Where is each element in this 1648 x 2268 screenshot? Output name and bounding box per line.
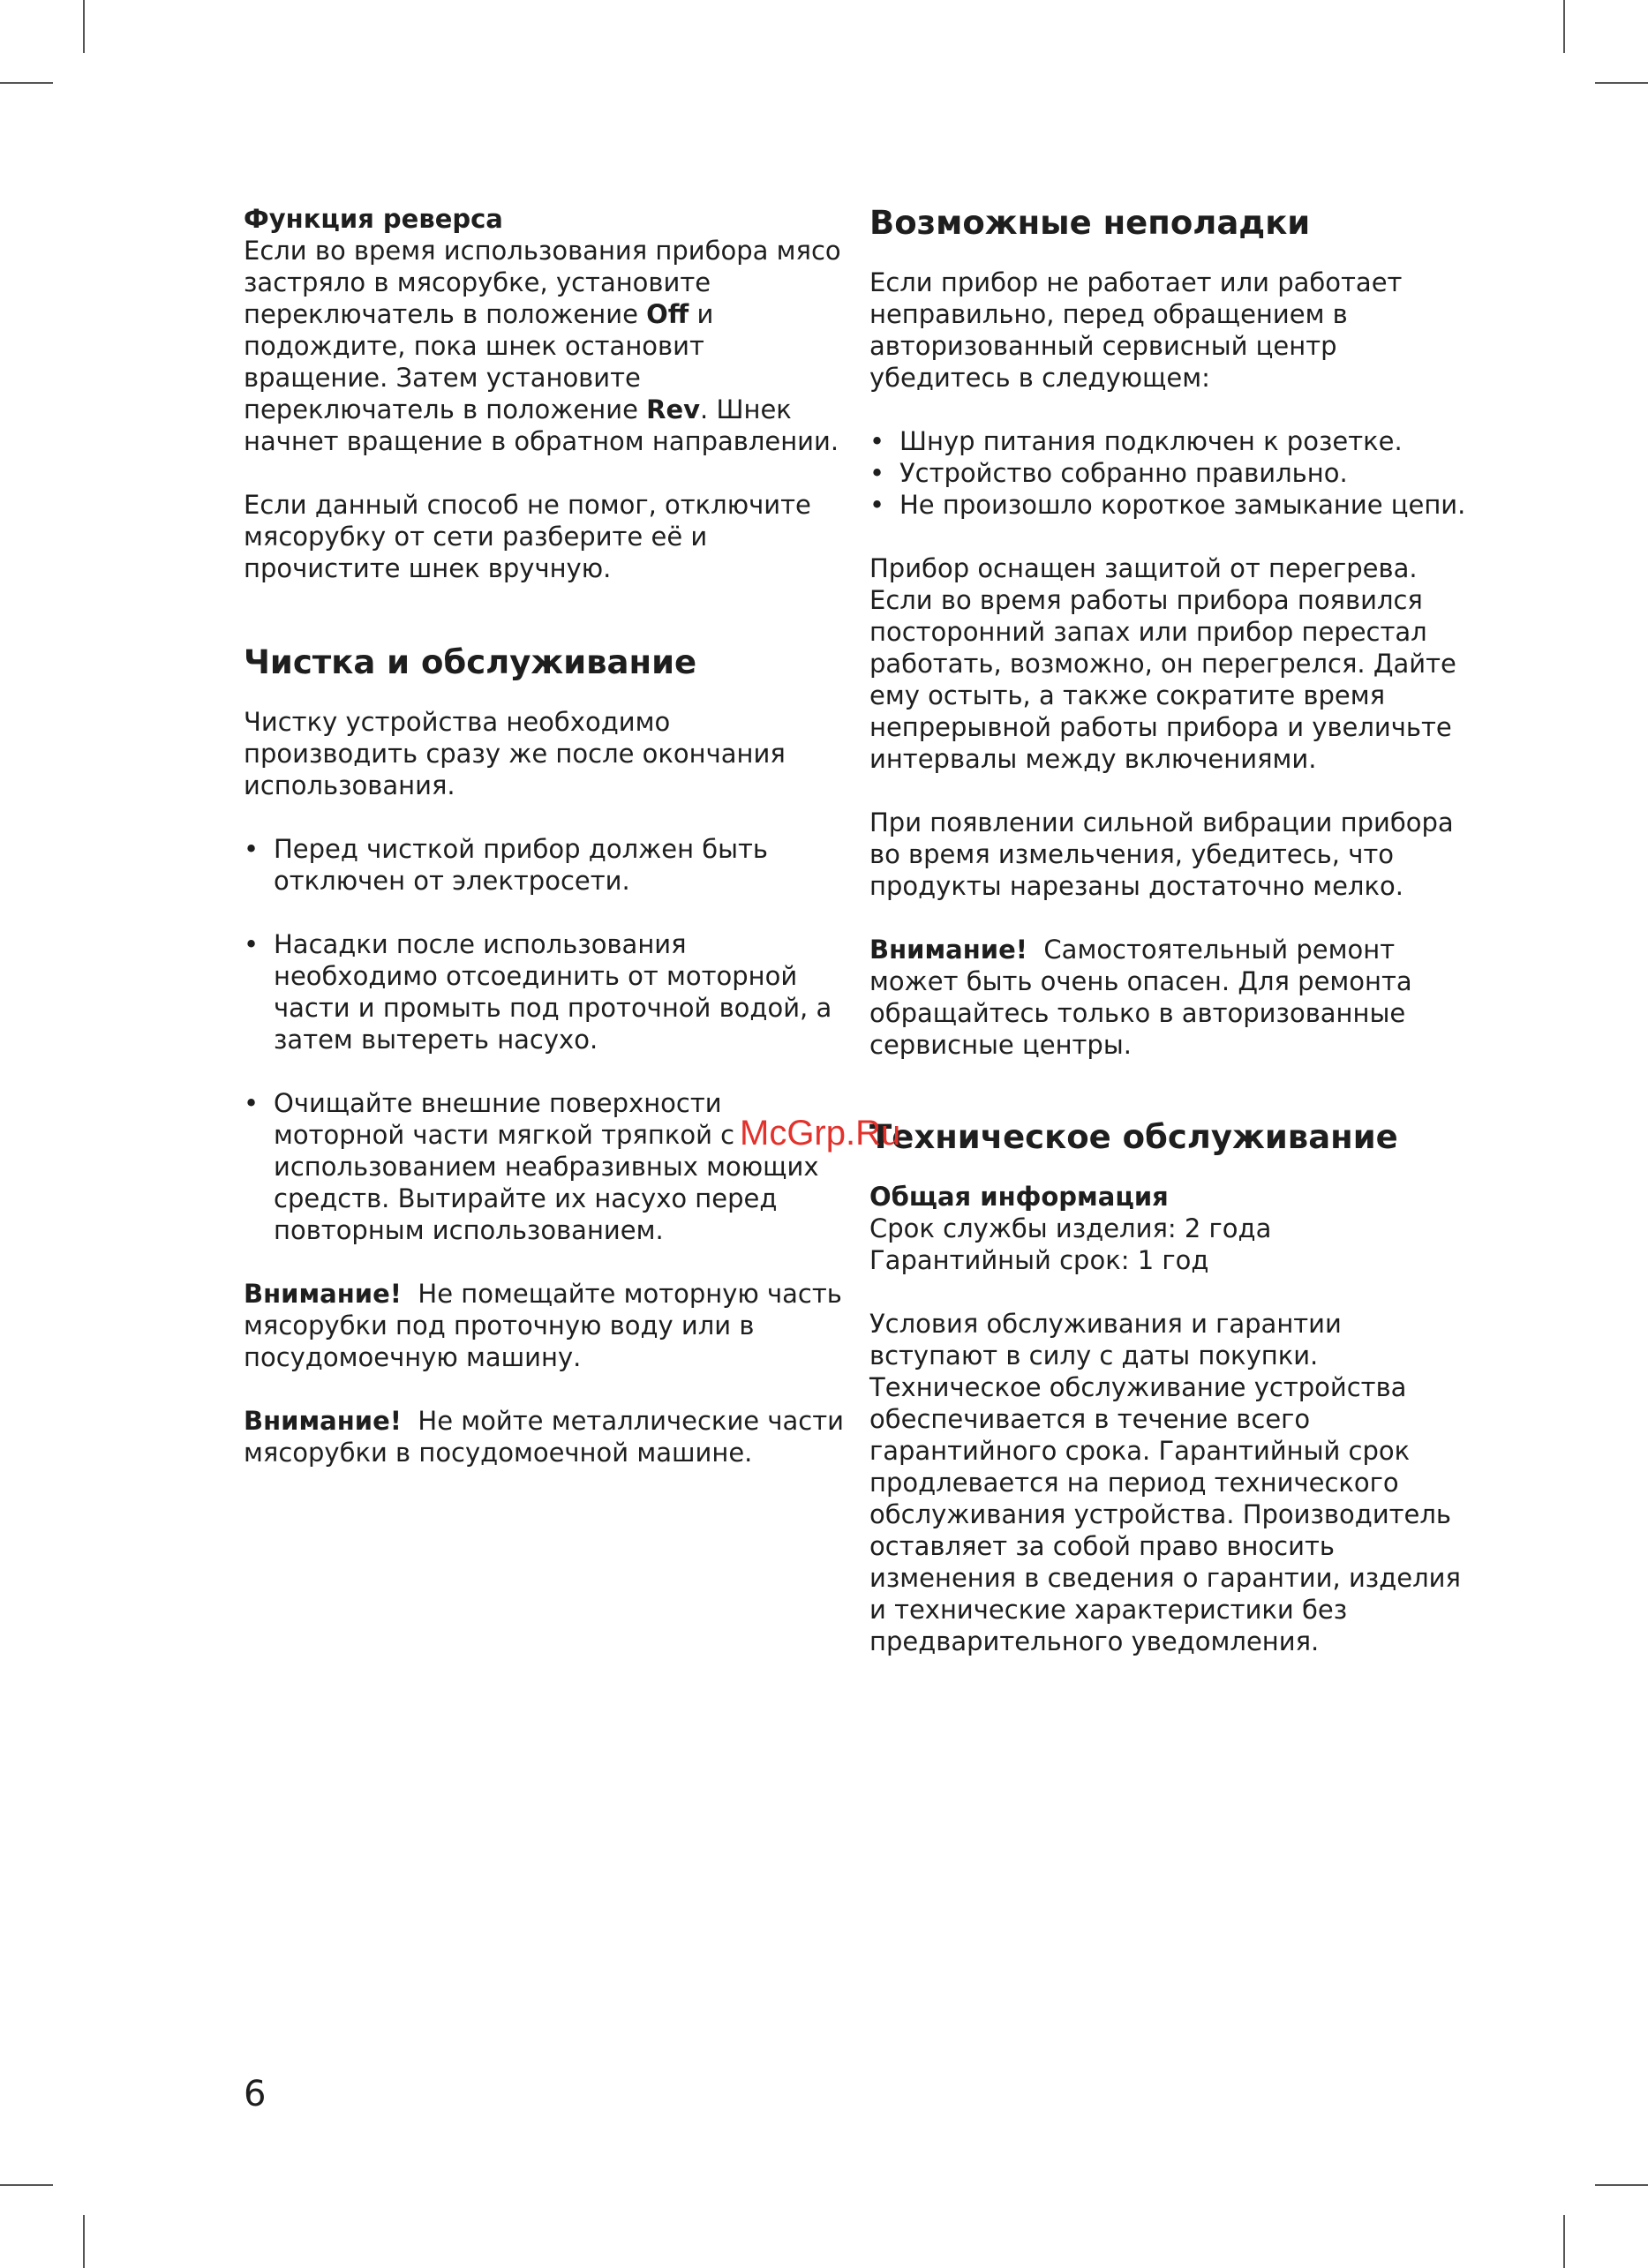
left-column [244, 203, 844, 1468]
list-item: • Устройство собранно правильно. [869, 457, 1470, 489]
troubleshooting-list [869, 425, 1470, 521]
warning-label: Внимание! [244, 1279, 402, 1309]
reverse-function-paragraph-2: Если данный способ не помог, отключите мясорубку от сети разберите её и прочистите шнек вручную. [244, 490, 811, 583]
crop-mark-top-left-horizontal [0, 82, 53, 84]
list-item: • Перед чисткой прибор должен быть отключен от электросети. [244, 833, 844, 897]
list-item: • Очищайте внешние поверхности моторной части мягкой тряпкой с использованием неабразивных моющих средств. Вытирайте их насухо перед повторным использованием. [244, 1087, 844, 1246]
repair-warning-paragraph: Внимание! Самостоятельный ремонт может быть очень опасен. Для ремонта обращайтесь только в авторизованные сервисные центры. [869, 935, 1412, 1060]
vibration-paragraph: При появлении сильной вибрации прибора во время измельчения, убедитесь, что продукты нарезаны достаточно мелко. [869, 807, 1454, 901]
cleaning-heading: Чистка и обслуживание [244, 643, 697, 681]
reverse-function-paragraph: Если во время использования прибора мясо застряло в мясорубке, установите переключатель в положение Off и подождите, пока шнек остановит вращение. Затем установите переключатель в положение Rev. Шнек начнет вращение в обратном направлении. [244, 236, 841, 456]
general-info-title: Общая информация [869, 1182, 1169, 1212]
warning-label: Внимание! [244, 1406, 402, 1436]
crop-mark-bottom-right-horizontal [1595, 2184, 1648, 2186]
watermark-text: McGrp.Ru [740, 1114, 901, 1153]
list-item: • Не произошло короткое замыкание цепи. [869, 489, 1470, 521]
list-item: • Насадки после использования необходимо отсоединить от моторной части и промыть под проточной водой, а затем вытереть насухо. [244, 928, 844, 1055]
crop-mark-bottom-right-vertical [1563, 2215, 1565, 2268]
list-item: • Шнур питания подключен к розетке. [869, 425, 1470, 457]
off-position-label: Off [646, 299, 689, 329]
warning-paragraph-1: Внимание! Не помещайте моторную часть мясорубки под проточную воду или в посудомоечную машину. [244, 1279, 842, 1372]
overheat-paragraph: Прибор оснащен защитой от перегрева. Если во время работы прибора появился посторонний запах или прибор перестал работать, возможно, он перегрелся. Дайте ему остыть, а также сократите время непрерывной работы прибора и увеличьте интервалы между включениями. [869, 553, 1456, 774]
crop-mark-bottom-left-vertical [83, 2215, 85, 2268]
warning-paragraph-2: Внимание! Не мойте металлические части мясорубки в посудомоечной машине. [244, 1406, 844, 1468]
service-life-line: Срок службы изделия: 2 года [869, 1213, 1272, 1243]
warranty-conditions-paragraph: Условия обслуживания и гарантии вступают в силу с даты покупки. Техническое обслуживание устройства обеспечивается в течение всего гарантийного срока. Гарантийный срок продлевается на период технического обслуживания устройства. Производитель оставляет за собой право вносить изменения в сведения о гарантии, изделия и технические характеристики без предварительного уведомления. [869, 1309, 1461, 1656]
cleaning-list [244, 833, 844, 1246]
crop-mark-bottom-left-horizontal [0, 2184, 53, 2186]
maintenance-heading: Техническое обслуживание [869, 1118, 1398, 1156]
right-column [869, 203, 1470, 1657]
crop-mark-top-right-vertical [1563, 0, 1565, 53]
warranty-period-line: Гарантийный срок: 1 год [869, 1245, 1209, 1275]
page-number: 6 [244, 2074, 267, 2114]
rev-position-label: Rev [646, 394, 701, 424]
cleaning-intro: Чистку устройства необходимо производить сразу же после окончания использования. [244, 707, 786, 800]
crop-mark-top-right-horizontal [1595, 82, 1648, 84]
crop-mark-top-left-vertical [83, 0, 85, 53]
reverse-function-title: Функция реверса [244, 204, 503, 234]
warning-label: Внимание! [869, 935, 1027, 965]
troubleshooting-intro: Если прибор не работает или работает неправильно, перед обращением в авторизованный сервисный центр убедитесь в следующем: [869, 267, 1403, 393]
troubleshooting-heading: Возможные неполадки [869, 204, 1311, 242]
